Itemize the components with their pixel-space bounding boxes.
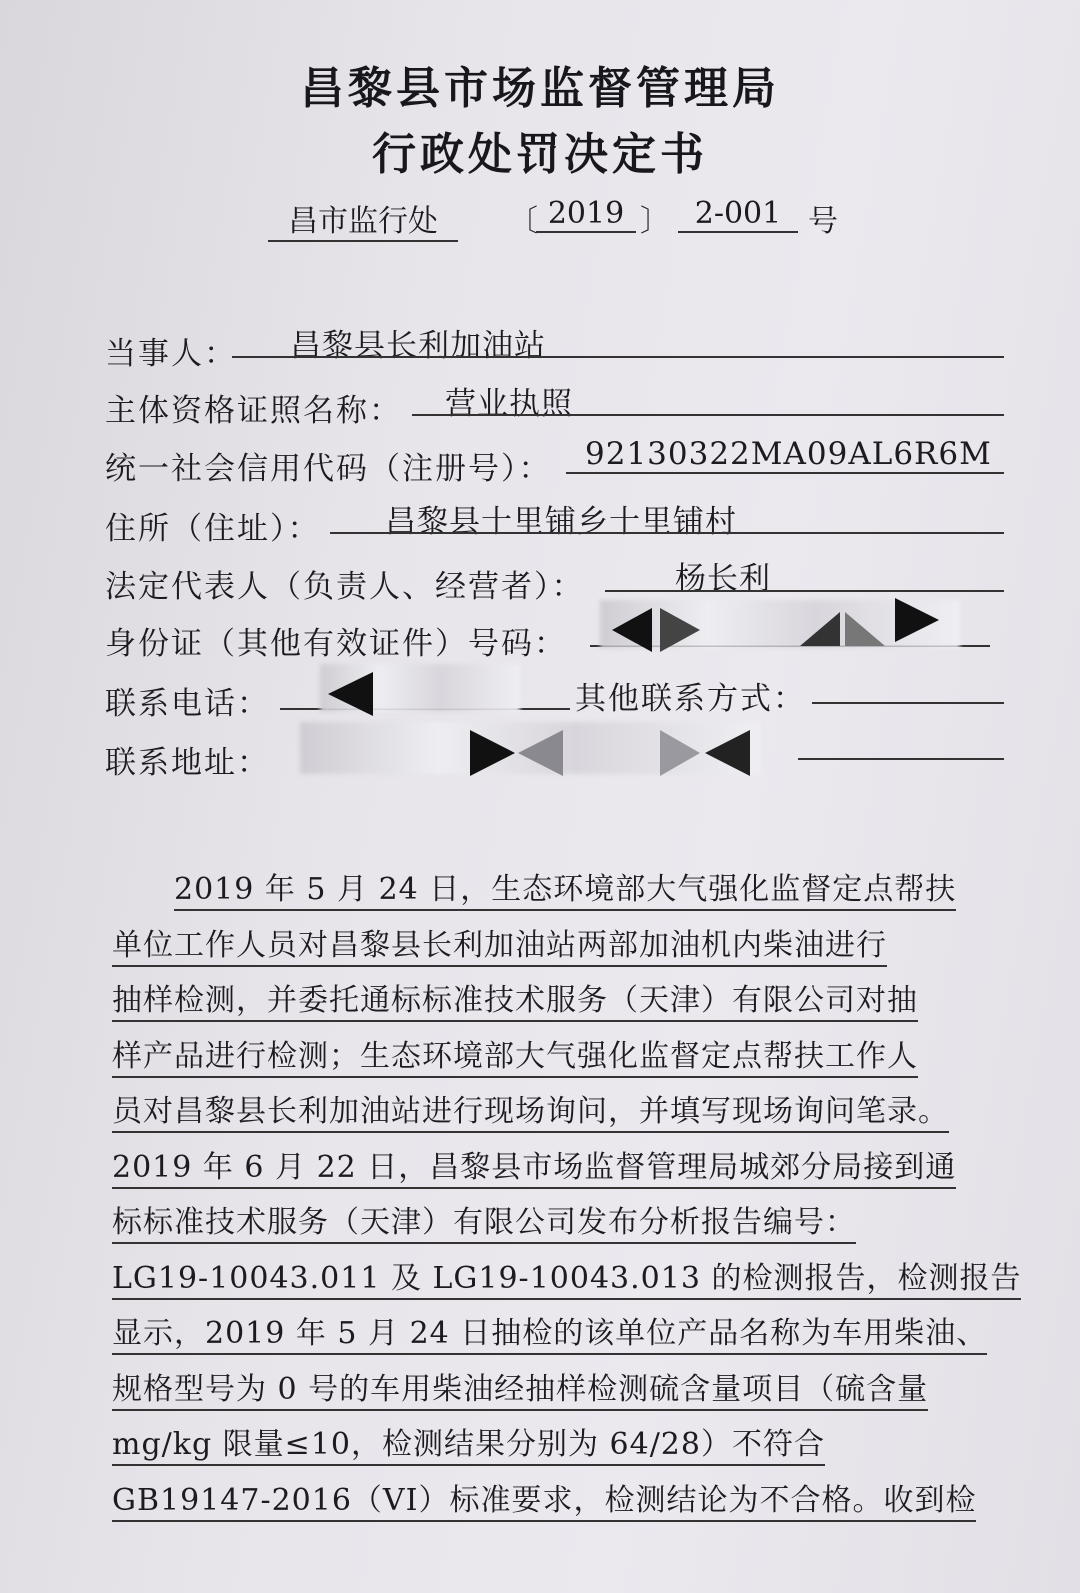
contact-address-redaction-mark [518,730,563,776]
address-underline [330,532,1004,534]
decision-body-text [112,862,1022,1528]
address-value: 昌黎县十里铺乡十里铺村 [385,504,737,540]
legal-rep-value: 杨长利 [675,561,771,597]
legal-rep-label: 法定代表人（负责人、经营者）： [105,569,585,605]
credit-code-underline [566,472,1004,474]
document-type-title: 行政处罚决定书 [372,129,708,180]
credit-code-value: 92130322MA09AL6R6M [585,436,992,472]
doc-number-close-bracket: 〕 [640,204,670,239]
contact-address-underline [798,758,1004,760]
party-underline [232,356,1004,358]
document-number [268,196,908,240]
body-line: 规格型号为 0 号的车用柴油经抽样检测硫含量项目（硫含量 [112,1362,1012,1418]
contact-address-redaction-mark [660,730,700,776]
license-underline [412,414,1004,416]
party-label: 当事人： [105,336,237,372]
body-line: LG19-10043.011 及 LG19-10043.013 的检测报告，检测报告 [112,1251,1012,1307]
body-line: 单位工作人员对昌黎县长利加油站两部加油机内柴油进行 [112,918,1012,974]
doc-number-prefix: 昌市监行处 [268,196,458,242]
id-redaction-mark [895,598,939,642]
doc-number-open-bracket: 〔 [508,204,538,239]
legal-rep-underline [605,590,1004,592]
body-line: 员对昌黎县长利加油站进行现场询问，并填写现场询问笔录。 [112,1084,1012,1140]
credit-code-label: 统一社会信用代码（注册号）： [105,451,552,487]
body-line: GB19147-2016（VI）标准要求，检测结论为不合格。收到检 [112,1473,1012,1529]
id-redaction-mark [660,608,700,652]
agency-title: 昌黎县市场监督管理局 [300,63,780,114]
license-label: 主体资格证照名称： [105,393,402,429]
id-number-label: 身份证（其他有效证件）号码： [105,626,567,662]
body-line: 样产品进行检测；生态环境部大气强化监督定点帮扶工作人 [112,1029,1012,1085]
id-redaction-mark [845,612,885,646]
contact-address-label: 联系地址： [105,745,270,781]
body-line: 显示，2019 年 5 月 24 日抽检的该单位产品名称为车用柴油、 [112,1306,1012,1362]
doc-number-year: 2019 [536,196,636,233]
contact-address-redaction-mark [470,730,515,776]
contact-address-redaction-mark [705,730,750,776]
body-line: 2019 年 6 月 22 日，昌黎县市场监督管理局城郊分局接到通 [112,1140,1012,1196]
doc-number-serial: 2-001 [678,196,798,233]
license-value: 营业执照 [445,386,573,422]
doc-number-suffix: 号 [808,204,838,239]
body-line: 2019 年 5 月 24 日，生态环境部大气强化监督定点帮扶 [112,862,1012,918]
body-line: 抽样检测，并委托通标标准技术服务（天津）有限公司对抽 [112,973,1012,1029]
id-redaction-mark [612,608,652,652]
body-line: 标标准技术服务（天津）有限公司发布分析报告编号： [112,1195,1012,1251]
id-redaction-mark [800,612,840,646]
other-contact-label: 其他联系方式： [575,681,806,717]
body-line: mg/kg 限量≤10，检测结果分别为 64/28）不符合 [112,1417,1012,1473]
other-contact-underline [812,702,1004,704]
address-label: 住所（住址）： [105,511,321,547]
phone-label: 联系电话： [105,686,270,722]
party-value: 昌黎县长利加油站 [290,328,546,364]
phone-redaction-mark [328,672,373,716]
